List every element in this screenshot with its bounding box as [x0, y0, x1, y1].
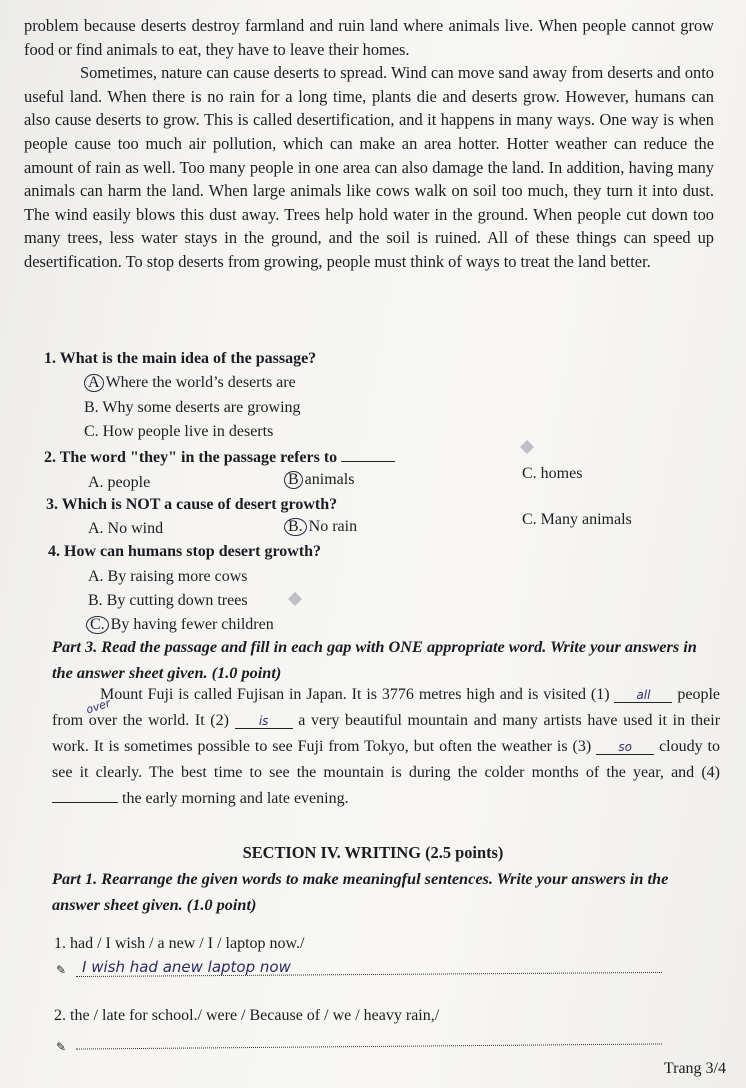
reading-passage: [24, 14, 714, 274]
writing-item-2: 2. the / late for school./ were / Because of / we / heavy rain,/: [54, 1007, 440, 1024]
q2-option-c: C. homes: [522, 465, 583, 482]
q4-option-a: A. By raising more cows: [88, 568, 248, 585]
q2-option-a: A. people: [88, 474, 151, 491]
margin-handwriting: over: [84, 696, 112, 717]
question-2: 2. The word "they" in the passage refers to: [44, 449, 395, 467]
gap-1: all: [614, 688, 672, 703]
q3-option-b: B. No rain: [284, 518, 357, 536]
gap-4: [52, 802, 118, 803]
decorative-diamond: [520, 440, 534, 454]
q2-blank: [341, 461, 395, 462]
q3-option-b-circled: B.: [284, 518, 307, 536]
section-4-part-1-heading: Part 1. Rearrange the given words to make meaningful sentences. Write your answers in the answer sheet given. (1.0 point): [52, 869, 669, 914]
writing-item-1: 1. had / I wish / a new / I / laptop now./: [54, 935, 305, 952]
answer-line-2: [76, 1043, 662, 1049]
section-4-title: SECTION IV. WRITING (2.5 points): [242, 843, 504, 862]
passage-paragraph-1: problem because deserts destroy farmland and ruin land where animals live. When people cannot grow food or find animals to eat, they have to leave their homes.: [24, 16, 714, 59]
pencil-icon-1: ✎: [56, 963, 67, 977]
q1-option-a-circled: A: [84, 374, 104, 392]
gap-3: so: [596, 740, 654, 755]
q1-option-a: A Where the world’s deserts are: [84, 374, 296, 392]
pencil-icon-2: ✎: [56, 1040, 67, 1054]
question-1: 1. What is the main idea of the passage?: [44, 350, 317, 367]
q3-option-c: C. Many animals: [522, 511, 632, 528]
handwritten-answer-1: I wish had anew laptop now: [82, 958, 291, 976]
page-number: Trang 3/4: [663, 1060, 726, 1077]
gap-2: is: [235, 714, 293, 729]
q1-option-b: B. Why some deserts are growing: [84, 399, 301, 416]
q1-option-c: C. How people live in deserts: [84, 423, 274, 440]
part-3-passage: Mount Fuji is called Fujisan in Japan. It is 3776 metres high and is visited (1) all people from over the world. It (2) is a very beautiful mountain and many artists have used it in their work. It is sometimes possible to see Fuji from Tokyo, but often the weather is (3) so cloudy to see it clearly. The best time to see the mountain is during the colder months of the year, and (4) the early morning and late evening.: [52, 686, 721, 807]
decorative-diamond: [288, 592, 302, 606]
q4-option-c-circled: C.: [86, 616, 109, 634]
part-3-heading: Part 3. Read the passage and fill in each gap with ONE appropriate word. Write your answers in the answer sheet given. (1.0 point): [52, 637, 697, 682]
q4-option-c: C. By having fewer children: [86, 616, 274, 634]
q2-option-b: B animals: [284, 471, 354, 489]
q2-option-b-circled: B: [284, 471, 303, 489]
question-3: 3. Which is NOT a cause of desert growth?: [46, 496, 338, 513]
passage-paragraph-2: Sometimes, nature can cause deserts to spread. Wind can move sand away from deserts and onto useful land. When there is no rain for a long time, plants die and deserts grow. However, humans can also cause deserts to grow. This is called desertification, and it happens in many ways. One way is when people cause too much air pollution, which can make an area hotter. Hotter weather can reduce the amount of rain as well. Too many people in one area can also damage the land. In addition, having many animals can harm the land. When large animals like cows walk on soil too much, they turn it into dust. The wind easily blows this dust away. Trees help hold water in the ground. When people cut down too many trees, less water stays in the ground, and the soil is ruined. All of these things can speed up desertification. To stop deserts from growing, people must think of ways to treat the land better.: [24, 63, 714, 271]
q3-option-a: A. No wind: [88, 520, 164, 537]
question-4: 4. How can humans stop desert growth?: [48, 543, 322, 560]
q4-option-b: B. By cutting down trees: [88, 592, 248, 609]
